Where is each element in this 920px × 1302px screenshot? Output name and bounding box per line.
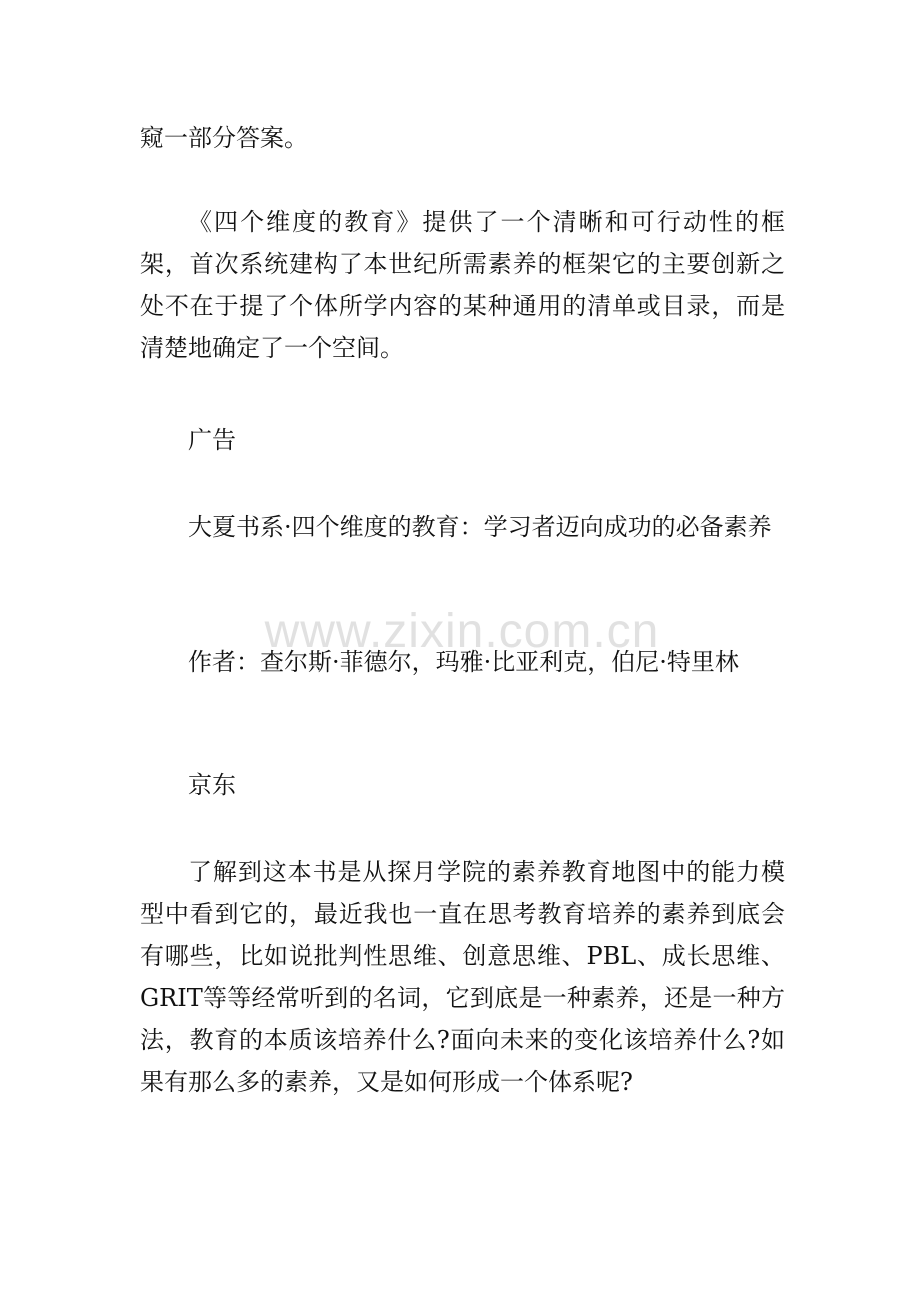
paragraph-book-authors: 作者：查尔斯·菲德尔，玛雅·比亚利克，伯尼·特里林 bbox=[188, 648, 739, 676]
site-watermark: www.zixin.com.cn bbox=[264, 605, 660, 658]
paragraph-continuation: 窥一部分答案。 bbox=[140, 124, 308, 152]
paragraph-store-label: 京东 bbox=[188, 771, 236, 799]
paragraph-book-title: 大夏书系·四个维度的教育：学习者迈向成功的必备素养 bbox=[188, 513, 772, 541]
paragraph-ad-label: 广告 bbox=[188, 426, 236, 454]
paragraph-framework: 《四个维度的教育》提供了一个清晰和可行动性的框架，首次系统建构了本世纪所需素养的框架它的主要创新之处不在于提了个体所学内容的某种通用的清单或目录，而是清楚地确定了一个空间。 bbox=[140, 208, 785, 362]
paragraph-reflection: 了解到这本书是从探月学院的素养教育地图中的能力模型中看到它的，最近我也一直在思考教育培养的素养到底会有哪些，比如说批判性思维、创意思维、PBL、成长思维、GRIT等等经常听到的名词，它到底是一种素养，还是一种方法，教育的本质该培养什么?面向未来的变化该培养什么?如果有那么多的素养，又是如何形成一个体系呢? bbox=[140, 858, 785, 1096]
